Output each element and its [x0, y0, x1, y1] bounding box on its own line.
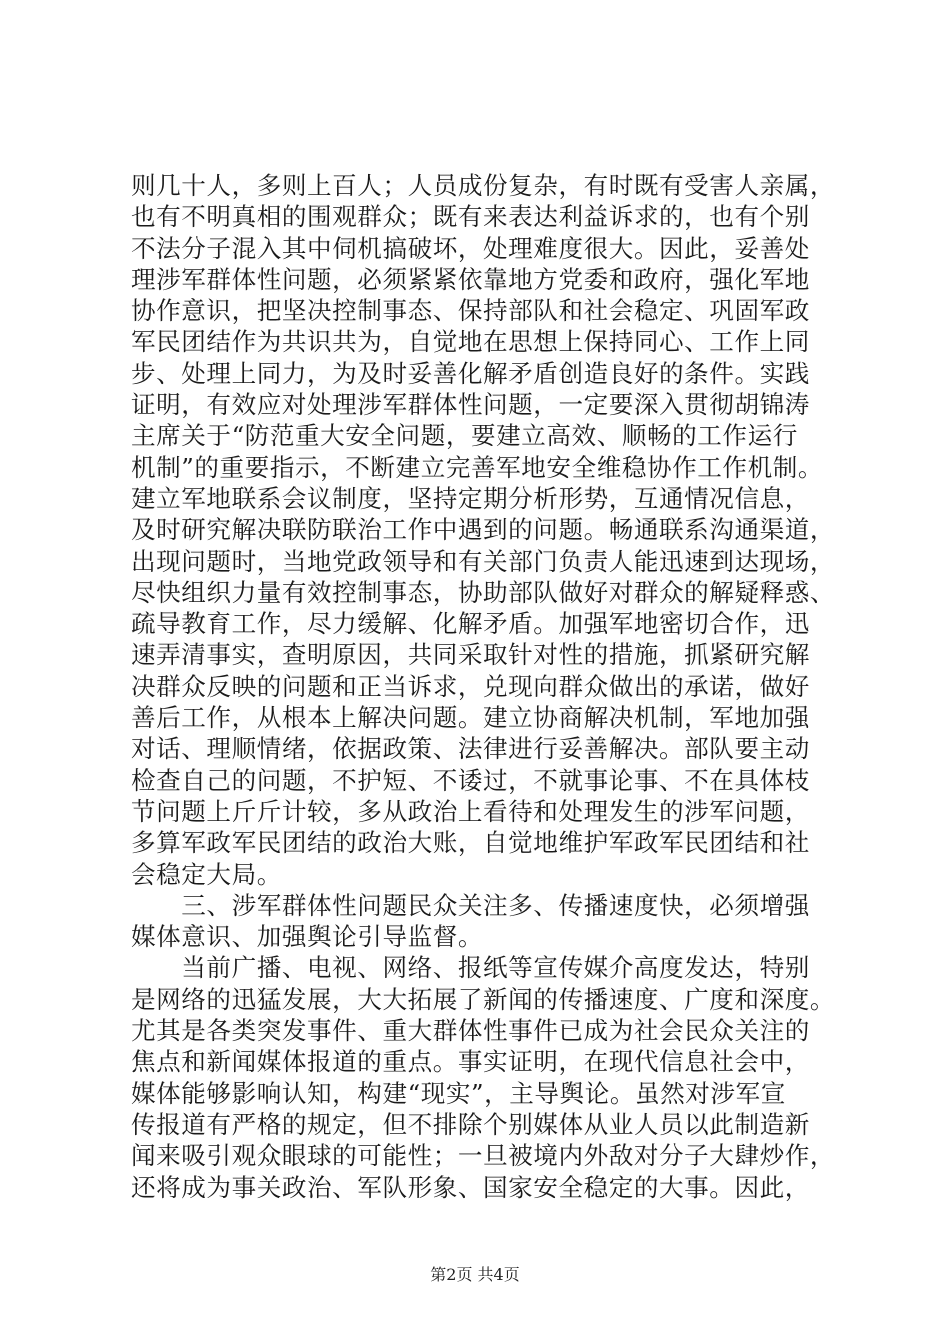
- text-line: 及时研究解决联防联治工作中遇到的问题。畅通联系沟通渠道，: [131, 515, 836, 545]
- text-line: 多算军政军民团结的政治大账，自觉地维护军政军民团结和社: [131, 828, 810, 858]
- text-line: 善后工作，从根本上解决问题。建立协商解决机制，军地加强: [131, 703, 810, 733]
- text-line: 闻来吸引观众眼球的可能性；一旦被境内外敌对分子大肆炒作，: [131, 1141, 836, 1171]
- text-line: 理涉军群体性问题，必须紧紧依靠地方党委和政府，强化军地: [131, 264, 810, 294]
- text-line: 检查自己的问题，不护短、不诿过，不就事论事、不在具体枝: [131, 765, 810, 795]
- text-line: 焦点和新闻媒体报道的重点。事实证明，在现代信息社会中，: [131, 1047, 810, 1077]
- text-line: 则几十人，多则上百人；人员成份复杂，有时既有受害人亲属，: [131, 171, 836, 200]
- text-line: 传报道有严格的规定，但不排除个别媒体从业人员以此制造新: [131, 1109, 810, 1139]
- section-heading-line: 三、涉军群体性问题民众关注多、传播速度快，必须增强: [131, 890, 810, 920]
- text-line: 对话、理顺情绪，依据政策、法律进行妥善解决。部队要主动: [131, 734, 810, 764]
- text-line: 媒体能够影响认知，构建“现实”，主导舆论。虽然对涉军宣: [131, 1078, 786, 1108]
- section-heading-line: 媒体意识、加强舆论引导监督。: [131, 922, 484, 952]
- text-line: 是网络的迅猛发展，大大拓展了新闻的传播速度、广度和深度。: [131, 984, 836, 1014]
- text-line: 机制”的重要指示，不断建立完善军地安全维稳协作工作机制。: [131, 452, 824, 482]
- text-line: 节问题上斤斤计较，多从政治上看待和处理发生的涉军问题，: [131, 796, 810, 826]
- text-line: 疏导教育工作，尽力缓解、化解矛盾。加强军地密切合作，迅: [131, 609, 810, 639]
- text-line: 主席关于“防范重大安全问题，要建立高效、顺畅的工作运行: [131, 421, 798, 451]
- text-line: 不法分子混入其中伺机搞破坏，处理难度很大。因此，妥善处: [131, 233, 810, 263]
- page-footer: [0, 1265, 950, 1285]
- text-line: 证明，有效应对处理涉军群体性问题，一定要深入贯彻胡锦涛: [131, 390, 810, 420]
- text-line: 当前广播、电视、网络、报纸等宣传媒介高度发达，特别: [131, 953, 810, 983]
- text-line: 尽快组织力量有效控制事态，协助部队做好对群众的解疑释惑、: [131, 577, 836, 607]
- text-line: 决群众反映的问题和正当诉求，兑现向群众做出的承诺，做好: [131, 671, 810, 701]
- text-line: 还将成为事关政治、军队形象、国家安全稳定的大事。因此，: [131, 1172, 810, 1202]
- page-number: 第2页 共4页: [430, 1265, 520, 1284]
- text-line: 建立军地联系会议制度，坚持定期分析形势，互通情况信息，: [131, 483, 810, 513]
- body-text: [131, 170, 836, 1203]
- text-line: 步、处理上同力，为及时妥善化解矛盾创造良好的条件。实践: [131, 358, 810, 388]
- text-line: 协作意识，把坚决控制事态、保持部队和社会稳定、巩固军政: [131, 296, 810, 326]
- text-line: 会稳定大局。: [131, 859, 282, 889]
- text-line: 也有不明真相的围观群众；既有来表达利益诉求的，也有个别: [131, 202, 810, 232]
- text-line: 速弄清事实，查明原因，共同采取针对性的措施，抓紧研究解: [131, 640, 810, 670]
- text-line: 尤其是各类突发事件、重大群体性事件已成为社会民众关注的: [131, 1016, 810, 1046]
- text-line: 出现问题时，当地党政领导和有关部门负责人能迅速到达现场，: [131, 546, 836, 576]
- text-line: 军民团结作为共识共为，自觉地在思想上保持同心、工作上同: [131, 327, 810, 357]
